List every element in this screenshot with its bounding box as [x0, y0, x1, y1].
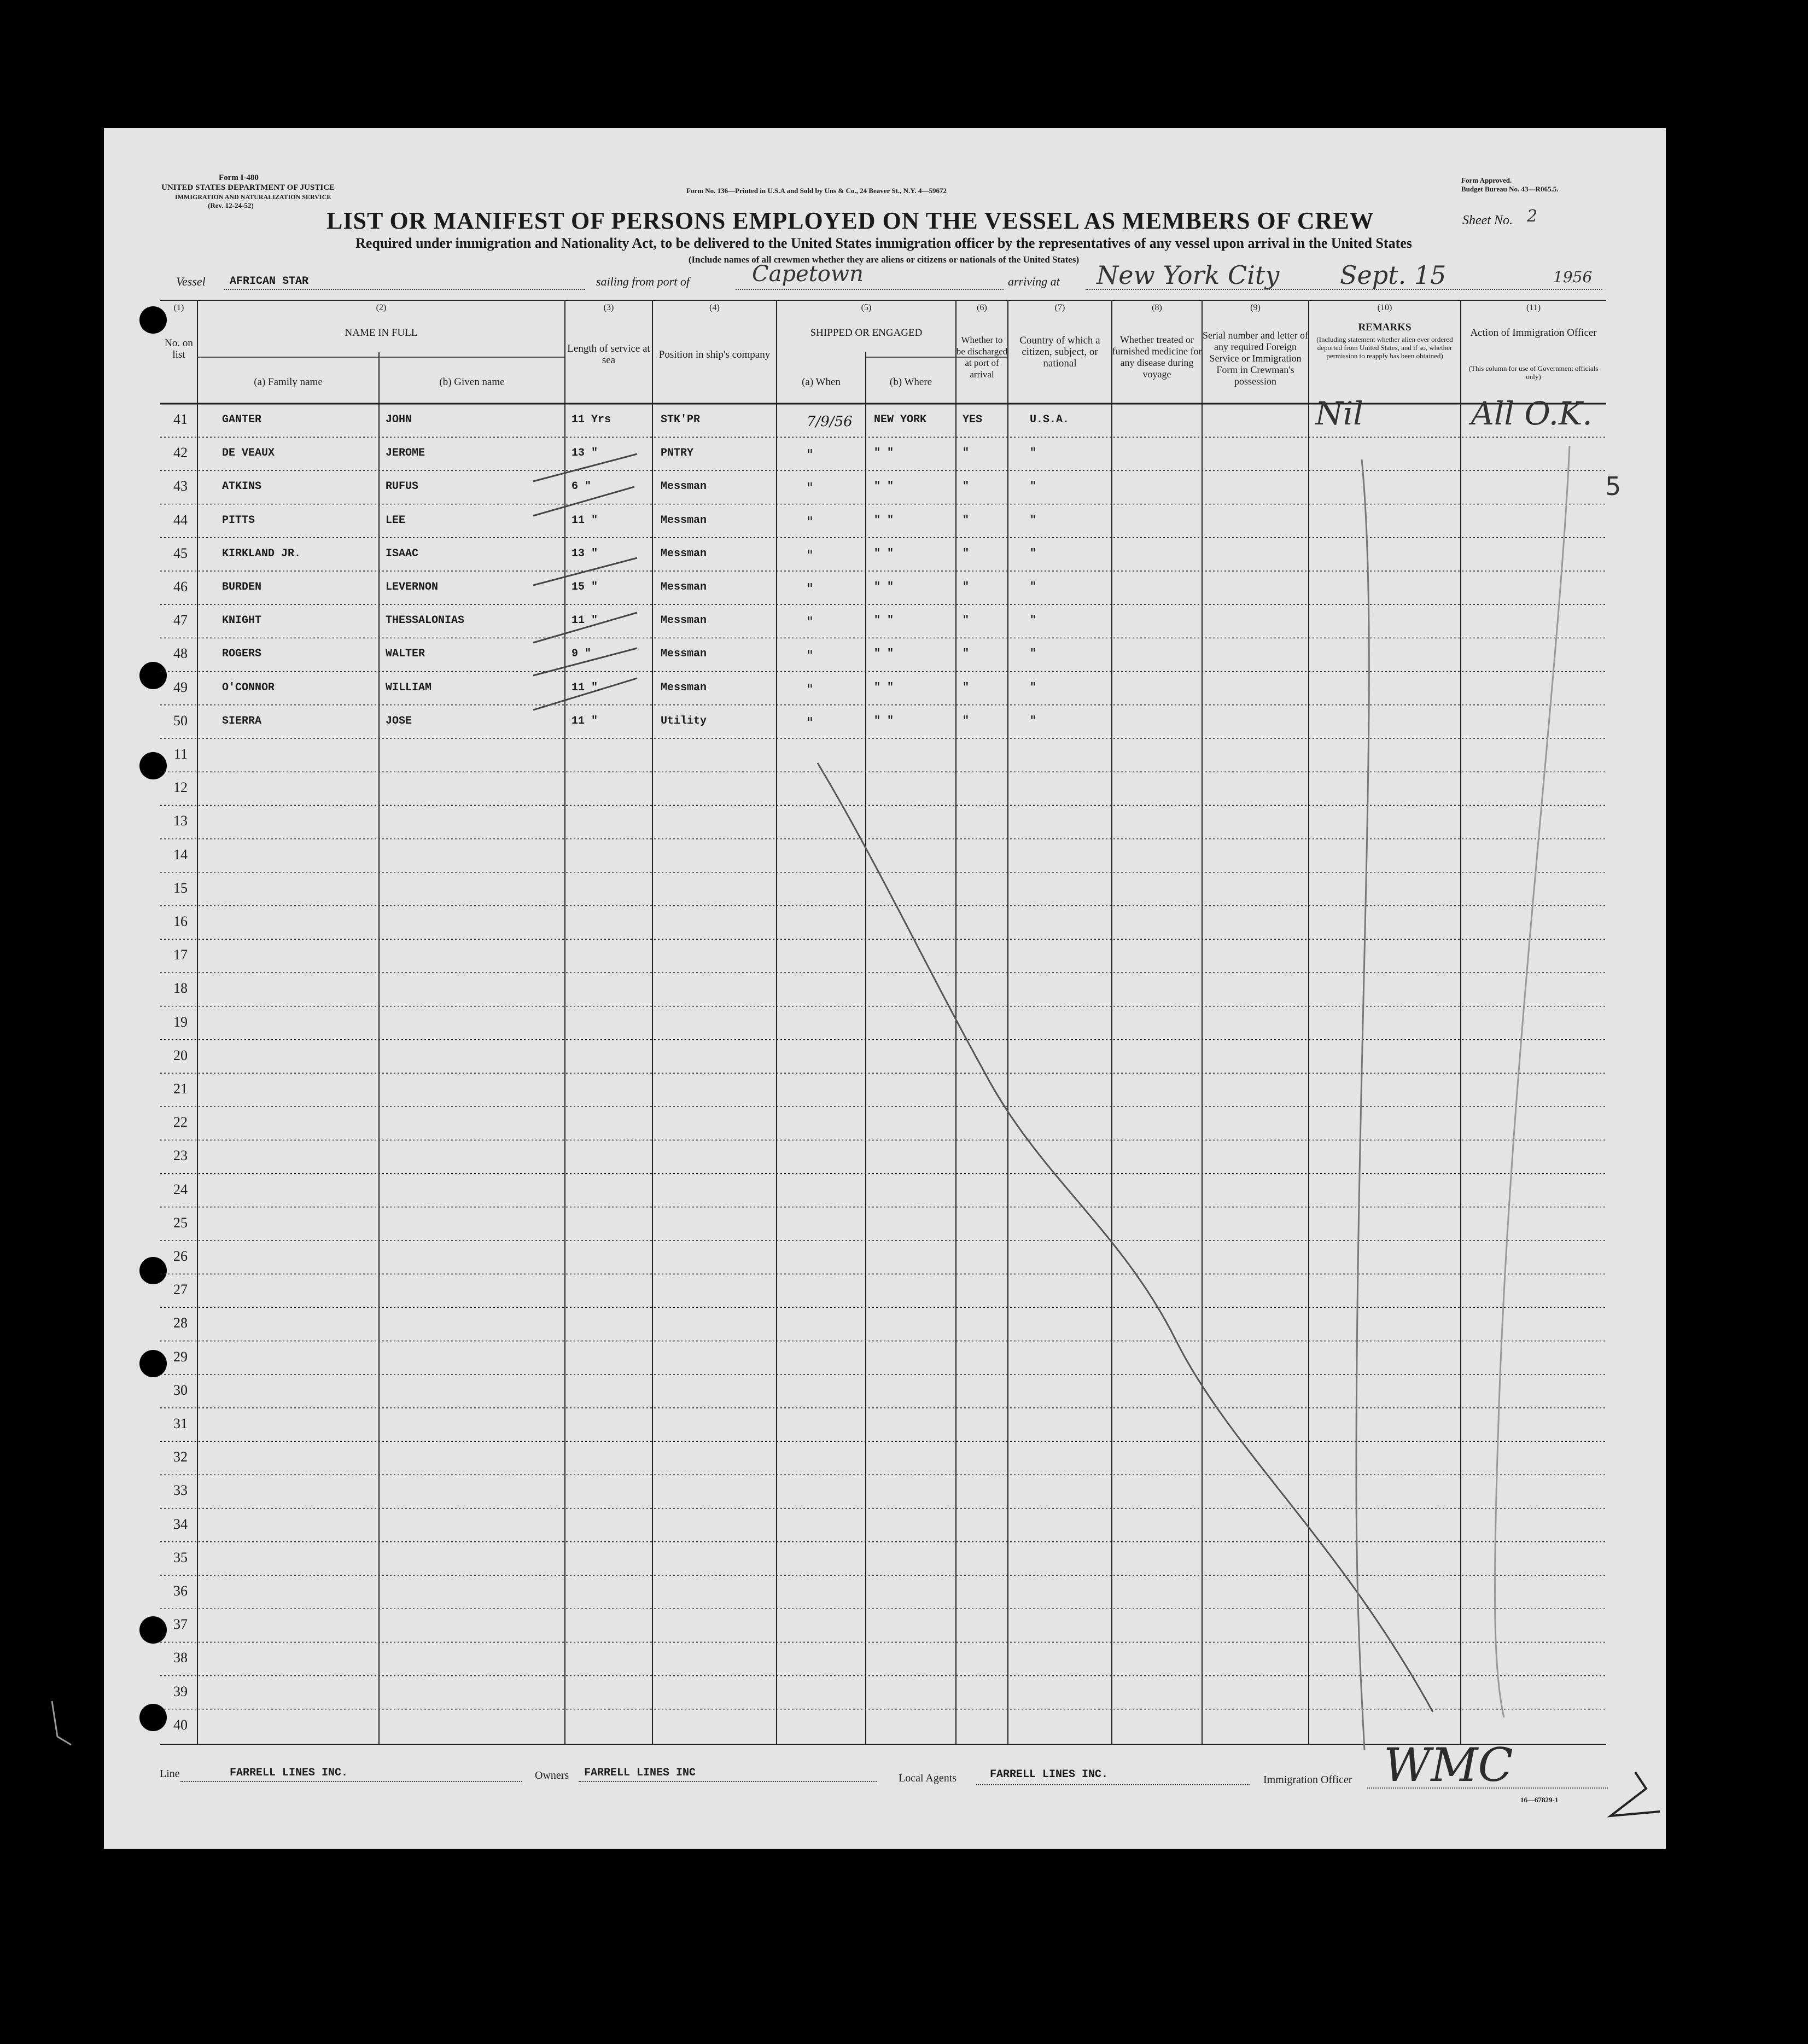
country: ": [1030, 714, 1037, 727]
row-number: 28: [173, 1315, 188, 1331]
position: Messman: [661, 648, 707, 661]
discharge: ": [963, 681, 970, 694]
column-number: (4): [709, 303, 720, 312]
shipped-where: " ": [874, 648, 894, 661]
column-number: (6): [977, 303, 987, 312]
row-number: 17: [173, 947, 188, 963]
column-header-remarks: REMARKS: [1358, 322, 1412, 333]
row-number: 33: [173, 1482, 188, 1499]
discharge: ": [963, 447, 970, 460]
discharge: YES: [963, 414, 983, 426]
agents-value: FARRELL LINES INC.: [990, 1768, 1109, 1781]
shipped-where: " ": [874, 514, 894, 527]
given-name: JOHN: [386, 414, 412, 426]
subtitle: Required under immigration and Nationality Act, to be delivered to the United States immigration officer by the representatives of any vessel upon arrival in the United States: [355, 235, 1412, 251]
column-header-service: Length of service at sea: [567, 343, 650, 366]
position: Messman: [661, 514, 707, 527]
officer-signature: WMC: [1384, 1738, 1513, 1792]
vessel-label: Vessel: [176, 275, 206, 288]
given-name: WILLIAM: [386, 681, 432, 694]
column-header-country: Country of which a citizen, subject, or national: [1019, 334, 1100, 369]
shipped-where: " ": [874, 581, 894, 593]
country: ": [1030, 681, 1037, 694]
row-number: 48: [173, 645, 188, 662]
column-number: (2): [376, 303, 387, 312]
family-name: BURDEN: [222, 581, 262, 593]
service-length: 15 ": [571, 581, 598, 593]
row-number: 16: [173, 913, 188, 929]
row-number: 50: [173, 712, 188, 729]
discharge: ": [963, 714, 970, 727]
column-header-where: (b) Where: [889, 376, 932, 388]
country: ": [1030, 447, 1037, 460]
row-number: 42: [173, 445, 188, 461]
discharge: ": [963, 581, 970, 593]
row-number: 38: [173, 1650, 188, 1666]
printer-note: Form No. 136—Printed in U.S.A and Sold by Uns & Co., 24 Beaver St., N.Y. 4—59672: [686, 187, 947, 195]
discharge: ": [963, 547, 970, 560]
row-number: 49: [173, 679, 188, 695]
country: ": [1030, 614, 1037, 627]
service-length: 6 ": [571, 480, 592, 493]
column-number: (7): [1054, 303, 1065, 312]
form-code: 16—67829-1: [1520, 1796, 1559, 1804]
arrival-date: Sept. 15: [1340, 260, 1447, 290]
country: ": [1030, 547, 1037, 560]
margin-number: 5: [1605, 471, 1622, 501]
column-header-medicine: Whether treated or furnished medicine for any disease during voyage: [1112, 334, 1202, 380]
row-number: 27: [173, 1282, 188, 1298]
row-number: 39: [173, 1683, 188, 1699]
row-number: 34: [173, 1516, 188, 1532]
row-number: 18: [173, 980, 188, 997]
row-number: 31: [173, 1416, 188, 1431]
family-name: KIRKLAND JR.: [222, 547, 301, 560]
given-name: LEE: [386, 514, 406, 527]
shipped-where: " ": [874, 714, 894, 727]
service: IMMIGRATION AND NATURALIZATION SERVICE: [175, 193, 331, 201]
family-name: KNIGHT: [222, 614, 262, 627]
country: ": [1030, 648, 1037, 661]
service-length: 11 ": [571, 514, 598, 527]
discharge: ": [963, 648, 970, 661]
shipped-where: " ": [874, 614, 894, 627]
position: PNTRY: [661, 447, 694, 460]
service-length: 11 ": [571, 681, 598, 694]
shipped-when: ": [807, 514, 813, 531]
family-name: DE VEAUX: [222, 447, 275, 460]
row-number: 36: [173, 1583, 188, 1599]
column-number: (1): [173, 303, 184, 312]
row-number: 47: [173, 612, 188, 628]
shipped-when: ": [807, 714, 813, 731]
given-name: THESSALONIAS: [386, 614, 465, 627]
shipped-where: " ": [874, 547, 894, 560]
column-number: (3): [603, 303, 614, 312]
owners-value: FARRELL LINES INC: [584, 1767, 696, 1779]
row-number: 21: [173, 1081, 188, 1097]
remarks-annotation: Nil: [1315, 395, 1363, 432]
family-name: SIERRA: [222, 714, 262, 727]
given-name: ISAAC: [386, 547, 419, 560]
family-name: GANTER: [222, 414, 262, 426]
arrival-year: 1956: [1553, 268, 1593, 286]
form-approved: Form Approved.: [1461, 176, 1512, 184]
column-header-serial: Serial number and letter of any required Foreign Service or Immigration Form in Crewman's possession: [1203, 330, 1308, 387]
column-header-when: (a) When: [802, 376, 841, 388]
row-number: 20: [173, 1047, 188, 1063]
position: STK'PR: [661, 414, 701, 426]
family-name: PITTS: [222, 514, 255, 527]
column-header-action: Action of Immigration Officer: [1470, 327, 1597, 339]
arriving-port: New York City: [1097, 260, 1280, 290]
row-number: 25: [173, 1214, 188, 1231]
family-name: ATKINS: [222, 480, 262, 493]
action-annotation: All O.K.: [1471, 395, 1593, 432]
row-number: 11: [173, 746, 188, 762]
shipped-when: ": [807, 648, 813, 665]
country: ": [1030, 581, 1037, 593]
service-length: 13 ": [571, 447, 598, 460]
discharge: ": [963, 480, 970, 493]
family-name: ROGERS: [222, 648, 262, 661]
service-length: 11 ": [571, 714, 598, 727]
shipped-where: " ": [874, 447, 894, 460]
row-number: 13: [173, 813, 188, 829]
sailing-label: sailing from port of: [596, 275, 690, 288]
position: Messman: [661, 581, 707, 593]
shipped-when: 7/9/56: [807, 414, 853, 430]
given-name: JEROME: [386, 447, 425, 460]
column-header-number: No. on list: [165, 337, 193, 360]
service-length: 13 ": [571, 547, 598, 560]
subnote: (Include names of all crewmen whether they are aliens or citizens or nationals of the United States): [688, 254, 1080, 265]
department: UNITED STATES DEPARTMENT OF JUSTICE: [161, 183, 335, 192]
family-name: O'CONNOR: [222, 681, 275, 694]
discharge: ": [963, 514, 970, 527]
row-number: 22: [173, 1114, 188, 1131]
row-number: 43: [173, 478, 188, 494]
given-name: WALTER: [386, 648, 425, 661]
column-number: (10): [1377, 303, 1392, 312]
row-number: 32: [173, 1449, 188, 1465]
row-number: 41: [173, 411, 188, 427]
position: Messman: [661, 614, 707, 627]
line-label: Line: [160, 1768, 180, 1780]
line-value: FARRELL LINES INC.: [230, 1767, 348, 1779]
shipped-when: ": [807, 547, 813, 564]
service-length: 11 ": [571, 614, 598, 627]
row-number: 26: [173, 1248, 188, 1264]
revision: (Rev. 12-24-52): [208, 201, 254, 209]
given-name: RUFUS: [386, 480, 419, 493]
shipped-when: ": [807, 614, 813, 631]
column-number: (11): [1526, 303, 1541, 312]
row-number: 24: [173, 1181, 188, 1197]
column-header-family-name: (a) Family name: [254, 376, 323, 388]
sheet-number: 2: [1527, 207, 1538, 226]
column-header-given-name: (b) Given name: [439, 376, 505, 388]
owners-label: Owners: [535, 1769, 569, 1781]
given-name: LEVERNON: [386, 581, 439, 593]
budget-bureau: Budget Bureau No. 43—R065.5.: [1461, 185, 1559, 193]
row-number: 37: [173, 1616, 188, 1633]
country: ": [1030, 480, 1037, 493]
service-length: 9 ": [571, 648, 592, 661]
shipped-when: ": [807, 581, 813, 597]
given-name: JOSE: [386, 714, 412, 727]
column-number: (5): [861, 303, 872, 312]
shipped-when: ": [807, 681, 813, 698]
country: U.S.A.: [1030, 414, 1070, 426]
row-number: 12: [173, 779, 188, 796]
column-header-action-note: (This column for use of Government officials only): [1468, 364, 1599, 381]
row-number: 45: [173, 545, 188, 561]
column-header-name: NAME IN FULL: [345, 327, 418, 339]
position: Messman: [661, 547, 707, 560]
column-header-shipped: SHIPPED OR ENGAGED: [810, 327, 923, 339]
shipped-when: ": [807, 480, 813, 497]
row-number: 23: [173, 1148, 188, 1164]
column-header-remarks-note: (Including statement whether alien ever ordered deported from United States, and if so, whether permission to reapply has been obtained): [1316, 335, 1453, 360]
arriving-label: arriving at: [1008, 275, 1060, 288]
position: Utility: [661, 714, 707, 727]
row-number: 46: [173, 579, 188, 595]
country: ": [1030, 514, 1037, 527]
sailing-port: Capetown: [752, 261, 864, 287]
form-id: Form I-480: [219, 173, 259, 182]
row-number: 15: [173, 880, 188, 896]
row-number: 30: [173, 1382, 188, 1398]
shipped-where: " ": [874, 681, 894, 694]
position: Messman: [661, 480, 707, 493]
row-number: 44: [173, 511, 188, 528]
column-header-position: Position in ship's company: [658, 348, 771, 360]
officer-label: Immigration Officer: [1263, 1774, 1352, 1786]
page-title: LIST OR MANIFEST OF PERSONS EMPLOYED ON THE VESSEL AS MEMBERS OF CREW: [326, 207, 1374, 234]
column-number: (8): [1152, 303, 1162, 312]
column-header-discharge: Whether to be discharged at port of arrival: [956, 335, 1008, 380]
row-number: 14: [173, 846, 188, 863]
sheet-label: Sheet No.: [1462, 213, 1513, 228]
row-number: 19: [173, 1014, 188, 1030]
service-length: 11 Yrs: [571, 414, 611, 426]
shipped-where: NEW YORK: [874, 414, 927, 426]
discharge: ": [963, 614, 970, 627]
shipped-when: ": [807, 447, 813, 464]
vessel-name: AFRICAN STAR: [230, 275, 309, 288]
column-number: (9): [1250, 303, 1261, 312]
row-number: 40: [173, 1716, 188, 1733]
agents-label: Local Agents: [899, 1772, 957, 1784]
row-number: 29: [173, 1348, 188, 1365]
row-number: 35: [173, 1549, 188, 1565]
shipped-where: " ": [874, 480, 894, 493]
position: Messman: [661, 681, 707, 694]
